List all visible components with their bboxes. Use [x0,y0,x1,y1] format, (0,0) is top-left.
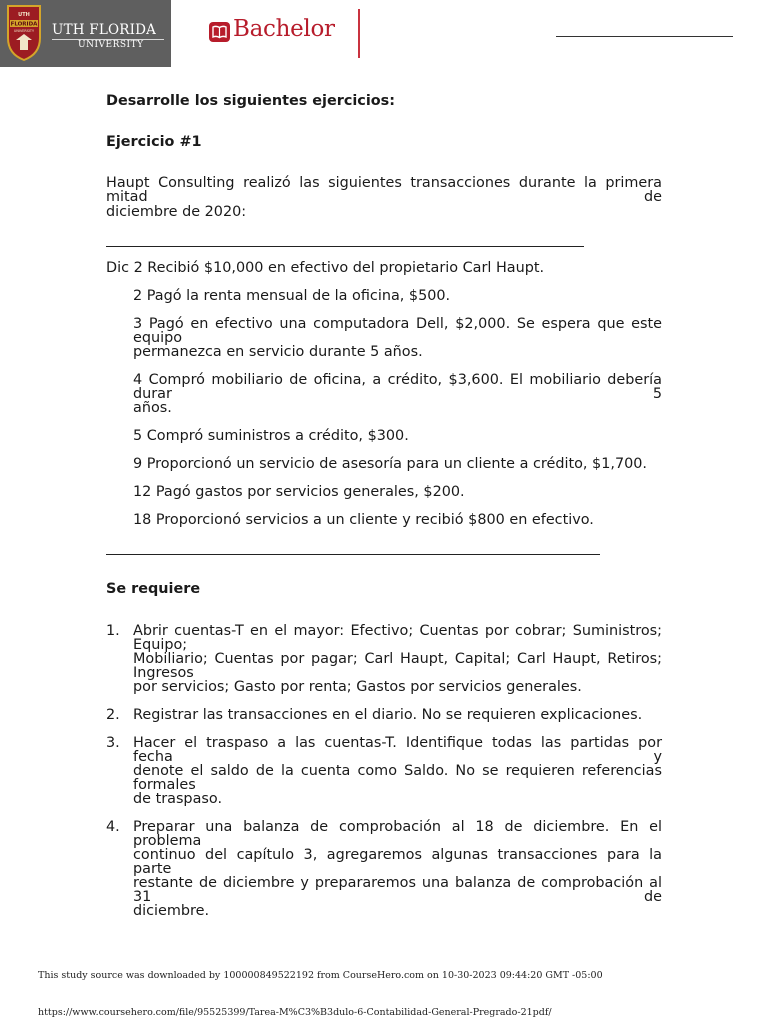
intro-text-line-2: diciembre de 2020: [106,204,247,220]
header-rule [556,36,733,37]
separator-top [106,246,584,247]
requirement-number: 2. [106,707,120,723]
requirement-3-line-3: de traspaso. [133,791,223,807]
university-name: UTH FLORIDA [52,22,157,38]
requirement-number: 1. [106,623,120,639]
requirement-2-line-1: Registrar las transacciones en el diario. No se requieren explicaciones. [133,707,643,723]
separator-bottom [106,554,600,555]
requirement-4-line-3: restante de diciembre y prepararemos una balanza de comprobación al 31 de [133,875,662,906]
transaction-12-utilities: 12 Pagó gastos por servicios generales, $200. [133,484,465,500]
instruction-heading: Desarrolle los siguientes ejercicios: [106,93,395,109]
transaction-4-furniture-line-1: 4 Compró mobiliario de oficina, a crédito, $3,600. El mobiliario debería durar 5 [133,372,662,403]
transaction-9-consulting: 9 Proporcionó un servicio de asesoría para un cliente a crédito, $1,700. [133,456,647,472]
university-subtitle: UNIVERSITY [78,40,144,50]
requirement-4-line-2: continuo del capítulo 3, agregaremos algunas transacciones para la parte [133,847,662,878]
requirement-4-line-4: diciembre. [133,903,210,919]
crest-text-uth: UTH [18,12,30,18]
requirement-1-line-1: Abrir cuentas-T en el mayor: Efectivo; Cuentas por cobrar; Suministros; Equipo; [133,623,662,654]
crest-text-university: UNIVERSITY [13,29,35,33]
header-divider [358,9,360,58]
transaction-2-rent: 2 Pagó la renta mensual de la oficina, $500. [133,288,451,304]
requirements-heading: Se requiere [106,581,201,597]
requirement-3-line-2: denote el saldo de la cuenta como Saldo. No se requieren referencias formales [133,763,662,794]
transaction-5-supplies: 5 Compró suministros a crédito, $300. [133,428,409,444]
transaction-4-furniture-line-2: años. [133,400,172,416]
download-source-note: This study source was downloaded by 100000849522192 from CourseHero.com on 10-30-2023 09:44:20 GMT -05:00 [38,970,603,981]
intro-text-line-1: Haupt Consulting realizó las siguientes transacciones durante la primera mitad de [106,175,662,206]
requirement-3-line-1: Hacer el traspaso a las cuentas-T. Identifique todas las partidas por fecha y [133,735,662,766]
requirement-1-line-2: Mobiliario; Cuentas por pagar; Carl Haupt, Capital; Carl Haupt, Retiros; Ingresos [133,651,662,682]
university-crest-icon [4,4,44,62]
exercise-title: Ejercicio #1 [106,134,202,150]
requirement-4-line-1: Preparar una balanza de comprobación al 18 de diciembre. En el problema [133,819,662,850]
transaction-dic-2-owner: Dic 2 Recibió $10,000 en efectivo del propietario Carl Haupt. [106,260,545,276]
program-title: Bachelor [233,16,335,42]
transaction-3-computer-line-1: 3 Pagó en efectivo una computadora Dell, $2,000. Se espera que este equipo [133,316,662,347]
requirement-number: 4. [106,819,120,835]
book-icon [209,22,230,42]
university-logo-block [0,0,171,67]
requirement-1-line-3: por servicios; Gasto por renta; Gastos por servicios generales. [133,679,582,695]
transaction-3-computer-line-2: permanezca en servicio durante 5 años. [133,344,423,360]
transaction-18-services: 18 Proporcionó servicios a un cliente y recibió $800 en efectivo. [133,512,594,528]
requirement-number: 3. [106,735,120,751]
crest-text-florida: FLORIDA [10,21,38,28]
source-url-link[interactable]: https://www.coursehero.com/file/95525399/Tarea-M%C3%B3dulo-6-Contabilidad-General-Pregrado-21pdf/ [38,1007,552,1018]
